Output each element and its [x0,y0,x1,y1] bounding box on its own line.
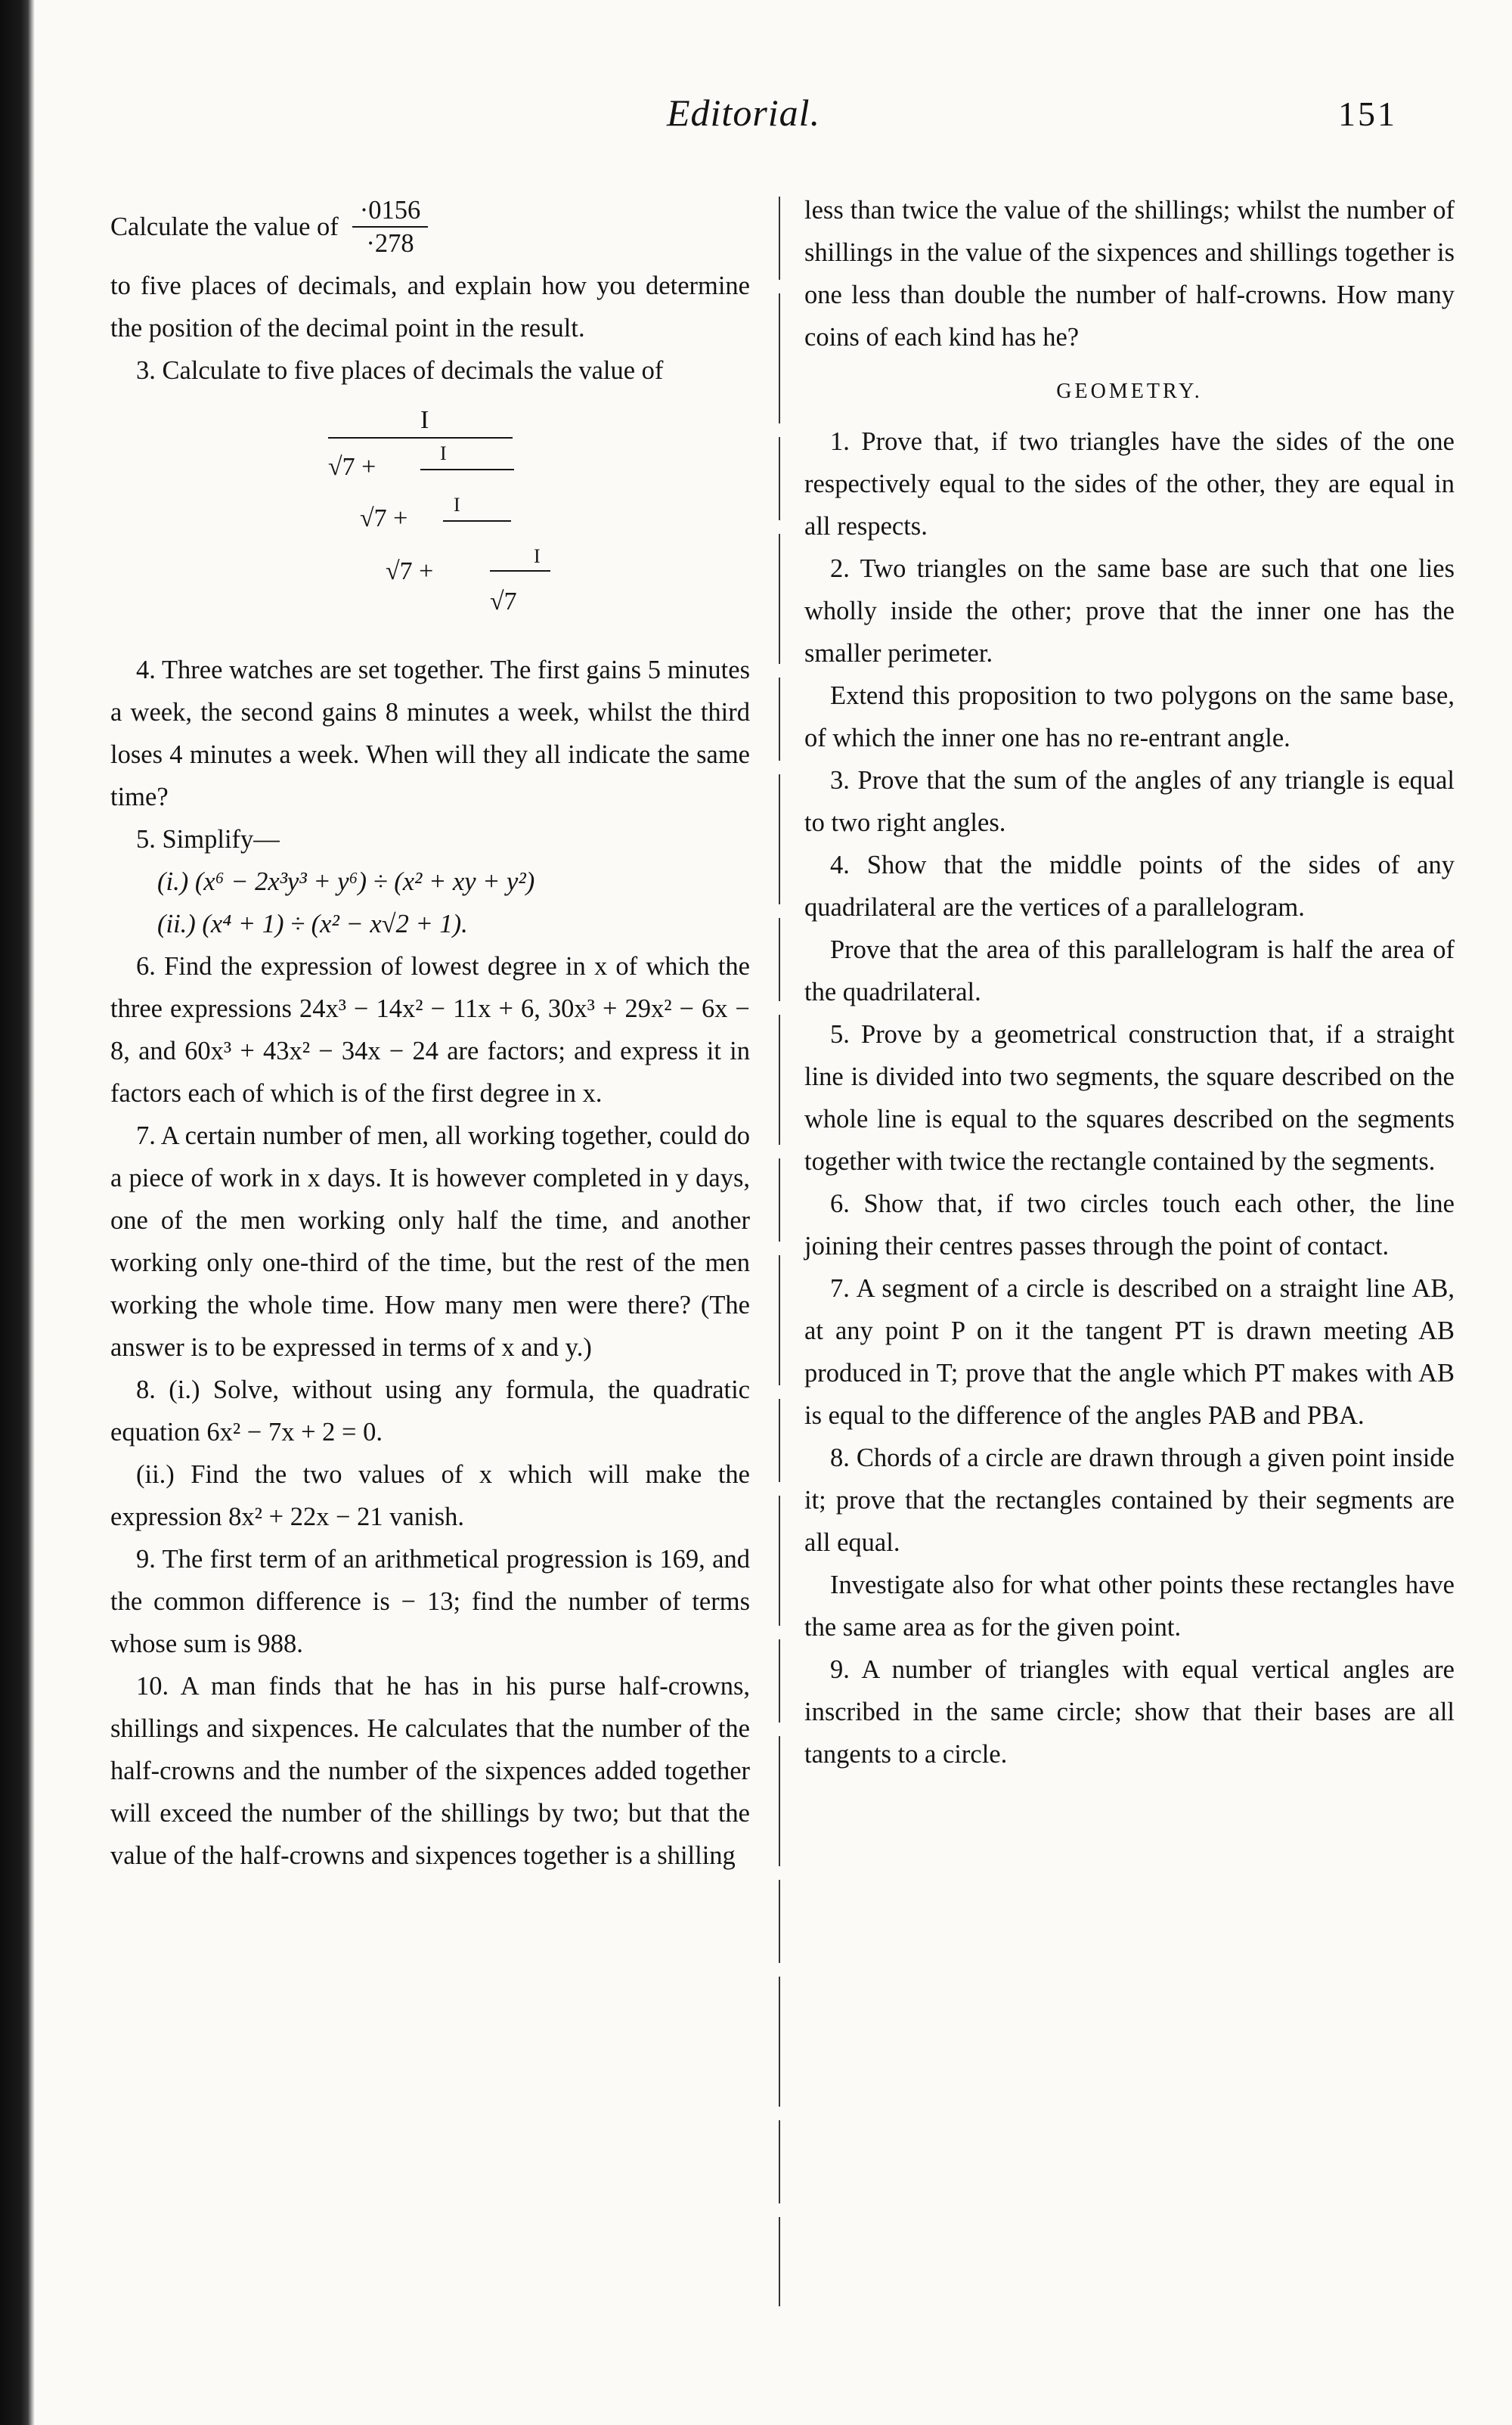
cf-numerator-3: I [454,494,460,516]
page-header [0,91,1512,151]
geometry-question-8-extension: Investigate also for what other points these rectangles have the same area as for the given point. [804,1571,1455,1642]
question-9: 9. The first term of an arithmetical progression is 169, and the common difference is − 13; find the number of terms whose sum is 988. [110,1545,750,1658]
fraction-denominator: ·278 [366,229,414,258]
right-column [804,189,1455,1775]
fraction [352,194,429,259]
question-7: 7. A certain number of men, all working together, could do a piece of work in x days. It is however completed in y days, one of the men working only half the time, and another working only one-third of the time, but the rest of the men working the whole time. How many men were there? (The answer is to be expressed in terms of x and y.) [110,1121,750,1362]
cf-root-1: √7 + [328,453,376,481]
cf-root-2: √7 + [360,504,408,532]
running-title: Editorial. [667,91,821,134]
cf-bar-4 [490,570,550,572]
cf-bar-2 [420,469,514,470]
cf-bar-1 [328,437,513,439]
question-4: 4. Three watches are set together. The first gains 5 minutes a week, the second gains 8 minutes a week, whilst the third loses 4 minutes a week. When will they all indicate the same time? [110,656,750,811]
geometry-question-4-extension: Prove that the area of this parallelogram is half the area of the quadrilateral. [804,935,1455,1006]
geometry-question-4: 4. Show that the middle points of the sides of any quadrilateral are the vertices of a parallelogram. [804,851,1455,922]
fraction-numerator: ·0156 [352,194,429,228]
geometry-question-7: 7. A segment of a circle is described on a straight line AB, at any point P on it the tangent PT is drawn meeting AB produced in T; prove that the angle which PT makes with AB is equal to the difference of the angles PAB and PBA. [804,1274,1455,1430]
geometry-question-9: 9. A number of triangles with equal vertical angles are inscribed in the same circle; show that their bases are all tangents to a circle. [804,1655,1455,1769]
page-binding-edge [0,0,35,2425]
question-8-part-ii: (ii.) Find the two values of x which will make the expression 8x² + 22x − 21 vanish. [110,1460,750,1531]
question-10: 10. A man finds that he has in his purse half-crowns, shillings and sixpences. He calculates that the number of the half-crowns and the number of the sixpences added together will exceed the number of the shillings by two; but that the value of the half-crowns and sixpences together is a shilling [110,1672,750,1870]
geometry-question-2: 2. Two triangles on the same base are such that one lies wholly inside the other; prove that the inner one has the smaller perimeter. [804,554,1455,668]
question-5-part-i: (i.) (x⁶ − 2x³y³ + y⁶) ÷ (x² + xy + y²) [157,867,535,896]
question-2-prefix: Calculate the value of [110,212,339,241]
continued-fraction [110,399,750,634]
question-6: 6. Find the expression of lowest degree in x of which the three expressions 24x³ − 14x² − 11x + 6, 30x³ + 29x² − 6x − 8, and 60x³ + 43x² − 34x − 24 are factors; and express it in factors each of which is of the first degree in x. [110,952,750,1108]
question-3: 3. Calculate to five places of decimals the value of [136,356,664,385]
cf-numerator-1: I [420,406,429,434]
cf-root-3: √7 + [386,557,434,585]
geometry-question-1: 1. Prove that, if two triangles have the sides of the one respectively equal to the sides of the other, they are equal in all respects. [804,427,1455,541]
question-8-part-i: 8. (i.) Solve, without using any formula, the quadratic equation 6x² − 7x + 2 = 0. [110,1375,750,1447]
question-10-continued: less than twice the value of the shillings; whilst the number of shillings in the value of the sixpences and shillings together is one less than double the number of half-crowns. How many coins of each kind has he? [804,196,1455,352]
question-2-text: to five places of decimals, and explain how you determine the position of the decimal point in the result. [110,271,750,343]
question-2-fraction [110,189,750,265]
cf-bar-3 [443,520,511,522]
geometry-question-5: 5. Prove by a geometrical construction that, if a straight line is divided into two segments, the square described on the whole line is equal to the squares described on the segments together with twice the rectangle contained by the segments. [804,1020,1455,1176]
cf-root-4: √7 [490,588,517,616]
section-heading-geometry: GEOMETRY. [1056,380,1203,403]
question-5: 5. Simplify— [136,825,280,854]
question-5-part-ii: (ii.) (x⁴ + 1) ÷ (x² − x√2 + 1). [157,910,468,938]
page-number: 151 [1338,95,1397,133]
geometry-question-2-extension: Extend this proposition to two polygons on the same base, of which the inner one has no re-entrant angle. [804,681,1455,752]
cf-numerator-2: I [440,442,447,464]
left-column [110,189,750,1877]
column-rule [779,197,780,2306]
geometry-question-8: 8. Chords of a circle are drawn through a given point inside it; prove that the rectangles contained by their segments are all equal. [804,1444,1455,1557]
geometry-question-3: 3. Prove that the sum of the angles of any triangle is equal to two right angles. [804,766,1455,837]
cf-numerator-4: I [534,545,541,567]
geometry-question-6: 6. Show that, if two circles touch each other, the line joining their centres passes through the point of contact. [804,1189,1455,1261]
